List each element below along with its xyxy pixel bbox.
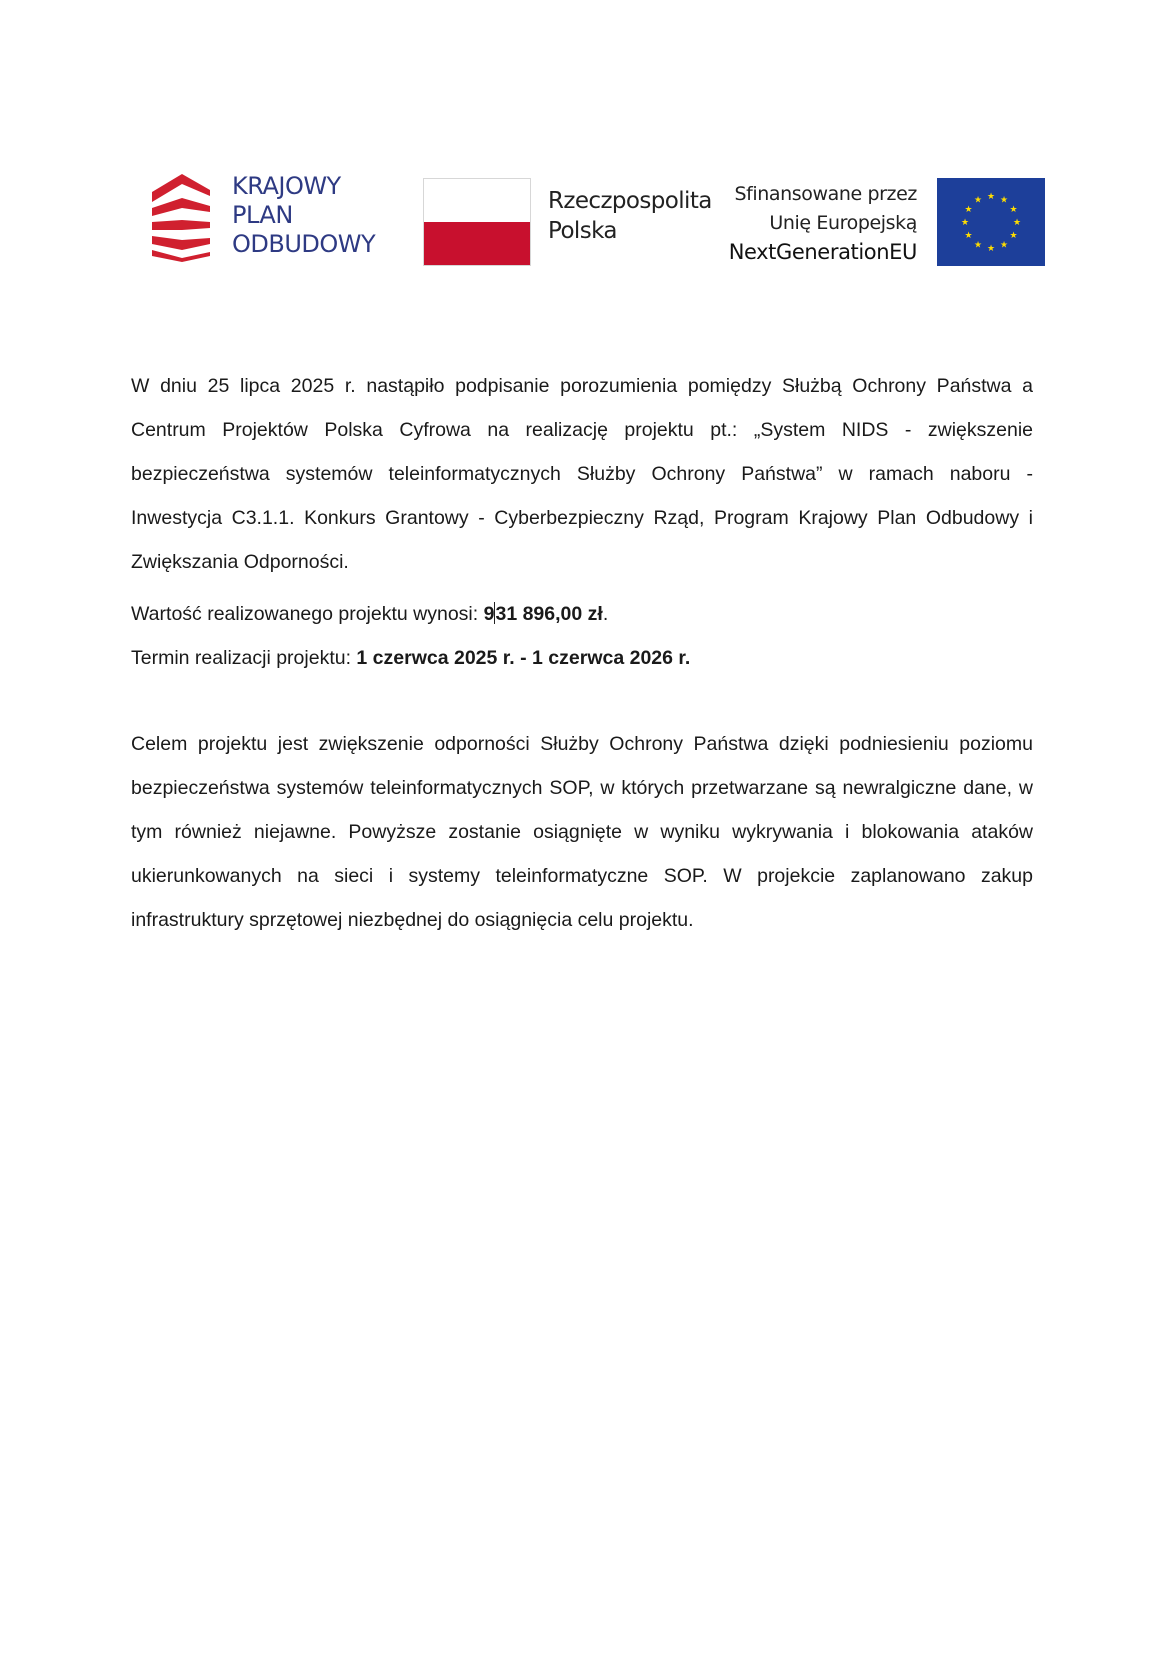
eu-star-icon: ★: [1009, 230, 1018, 240]
eu-star-icon: ★: [999, 239, 1009, 250]
rp-line-2: Polska: [548, 218, 617, 244]
polish-flag-icon: [423, 178, 531, 266]
eu-funding-text: [729, 180, 917, 267]
project-term-line: [131, 636, 1033, 680]
value-amount-a: 9: [483, 603, 495, 625]
value-end: .: [602, 603, 609, 625]
kpo-line-2: PLAN: [232, 201, 293, 229]
term-value: 1 czerwca 2025 r. - 1 czerwca 2026 r.: [356, 647, 691, 669]
eu-flag-icon: [937, 178, 1045, 266]
eu-star-icon: ★: [973, 194, 983, 205]
eu-line-3: NextGenerationEU: [728, 240, 917, 264]
kpo-line-1: KRAJOWY: [232, 172, 341, 200]
kpo-building-icon: [152, 172, 214, 262]
rzeczpospolita-logo-text: [548, 186, 712, 246]
eu-line-1: Sfinansowane przez: [734, 183, 917, 205]
eu-star-icon: ★: [1012, 217, 1022, 227]
eu-star-icon: ★: [986, 191, 996, 201]
kpo-logo: [152, 172, 382, 262]
eu-star-icon: ★: [964, 230, 973, 240]
project-value-line: [131, 592, 1033, 636]
value-amount-b: 31 896,00 zł: [495, 603, 603, 625]
eu-star-icon: ★: [973, 239, 983, 250]
eu-line-2: Unię Europejską: [769, 212, 917, 234]
value-label: Wartość realizowanego projektu wynosi:: [131, 603, 484, 625]
eu-star-icon: ★: [1009, 204, 1018, 214]
eu-star-icon: ★: [999, 194, 1009, 205]
paragraph-goal: Celem projektu jest zwiększenie odporności Służby Ochrony Państwa dzięki podniesieniu poziomu bezpieczeństwa systemów teleinformatycznych SOP, w których przetwarzane są newralgiczne dane, w tym również niejawne. Powyższe zostanie osiągnięte w wyniku wykrywania i blokowania ataków ukierunkowanych na sieci i systemy teleinformatyczne SOP. W projekcie zaplanowano zakup infrastruktury sprzętowej niezbędnej do osiągnięcia celu projektu.: [131, 733, 1033, 931]
kpo-line-3: ODBUDOWY: [232, 230, 376, 258]
rp-line-1: Rzeczpospolita: [548, 188, 712, 214]
eu-star-icon: ★: [960, 217, 970, 227]
paragraph-agreement: W dniu 25 lipca 2025 r. nastąpiło podpisanie porozumienia pomiędzy Służbą Ochrony Państwa a Centrum Projektów Polska Cyfrowa na realizację projektu pt.: „System NIDS - zwiększenie bezpieczeństwa systemów teleinformatycznych Służby Ochrony Państwa” w ramach naboru - Inwestycja C3.1.1. Konkurs Grantowy - Cyberbezpieczny Rząd, Program Krajowy Plan Odbudowy i Zwiększania Odporności.: [131, 375, 1033, 573]
eu-star-icon: ★: [986, 243, 996, 253]
document-body: [131, 364, 1033, 942]
term-label: Termin realizacji projektu:: [131, 647, 357, 669]
logos-header: [0, 168, 1167, 268]
eu-star-icon: ★: [964, 204, 973, 214]
